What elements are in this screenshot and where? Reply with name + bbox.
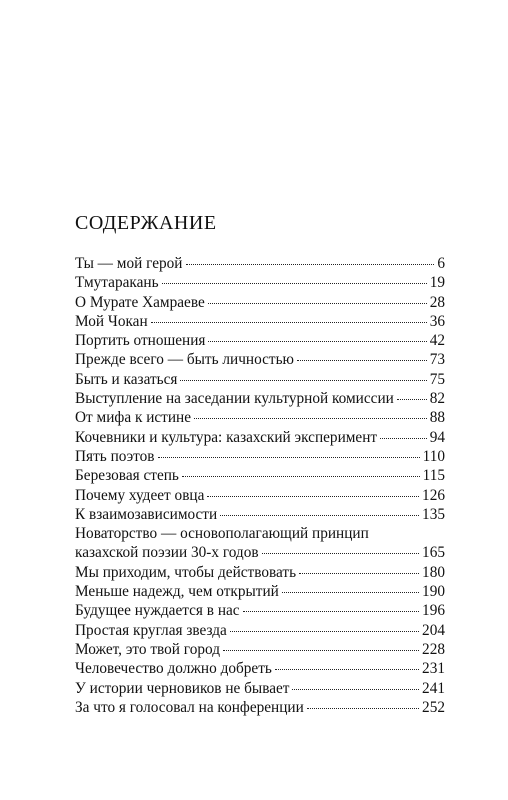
toc-entry-title: О Мурате Хамраеве: [75, 293, 205, 311]
dot-leader: [282, 592, 419, 593]
toc-entry: [75, 447, 445, 466]
toc-entry-title: За что я голосовал на конференции: [75, 698, 304, 716]
toc-entry-title: Будущее нуждается в нас: [75, 602, 240, 620]
toc-entry-title-line2: казахской поэзии 30-х годов: [75, 544, 259, 562]
toc-entry-title: Тмутаракань: [75, 274, 159, 292]
toc-entry: [75, 370, 445, 389]
toc-entry-title: Кочевники и культура: казахский эксперимент: [75, 428, 378, 446]
dot-leader: [158, 457, 420, 458]
dot-leader: [208, 303, 427, 304]
toc-entry: [75, 563, 445, 582]
toc-page-number: 110: [422, 447, 445, 465]
toc-entry-title: От мифа к истине: [75, 409, 192, 427]
toc-heading: СОДЕРЖАНИЕ: [75, 212, 217, 234]
toc-entry-title: К взаимозависимости: [75, 505, 218, 523]
dot-leader: [207, 496, 419, 497]
toc-entry: [75, 621, 445, 640]
toc-page-number: 228: [422, 640, 445, 658]
toc-entry: [75, 640, 445, 659]
toc-entry-title: Меньше надежд, чем открытий: [75, 583, 279, 601]
toc-page-number: 126: [422, 486, 445, 504]
dot-leader: [307, 708, 419, 709]
toc-entry-title: Ты — мой герой: [75, 255, 183, 272]
toc-page-number: 231: [422, 660, 445, 678]
toc-page-number: 42: [429, 332, 445, 350]
toc-entry: [75, 408, 445, 427]
dot-leader: [151, 322, 427, 323]
toc-entry: [75, 254, 445, 273]
dot-leader: [262, 553, 419, 554]
toc-page-number: 36: [429, 312, 445, 330]
dot-leader: [186, 264, 435, 265]
toc-page-number: 28: [429, 293, 445, 311]
toc-page-number: 75: [429, 370, 445, 388]
toc-page-number: 241: [422, 679, 445, 697]
toc-entry-title: Простая круглая звезда: [75, 621, 227, 639]
toc-entry-title: Быть и казаться: [75, 370, 178, 388]
toc-entry-title: У истории черновиков не бывает: [75, 679, 290, 697]
toc-entry: [75, 273, 445, 292]
toc-entry: [75, 601, 445, 620]
toc-page-number: 19: [429, 274, 445, 292]
toc-entry: [75, 659, 445, 678]
dot-leader: [297, 360, 427, 361]
dot-leader: [292, 689, 419, 690]
toc-page-number: 6: [437, 255, 445, 272]
toc-entry: [75, 466, 445, 485]
dot-leader: [243, 611, 419, 612]
toc-page-number: 180: [422, 563, 445, 581]
toc-entry: [75, 389, 445, 408]
dot-leader: [275, 669, 419, 670]
toc-entry: [75, 679, 445, 698]
toc-entry-title: Выступление на заседании культурной комиссии: [75, 390, 394, 408]
toc-entry-title: Портить отношения: [75, 332, 206, 350]
toc-entry-title: Прежде всего — быть личностью: [75, 351, 294, 369]
toc-entry: [75, 486, 445, 505]
dot-leader: [223, 650, 419, 651]
toc-page-number: 88: [429, 409, 445, 427]
dot-leader: [208, 341, 426, 342]
toc-page-number: 82: [429, 390, 445, 408]
dot-leader: [180, 380, 426, 381]
toc-entry-title: Новаторство — основополагающий принцип: [75, 525, 369, 543]
dot-leader: [380, 438, 427, 439]
toc-page-number: 252: [422, 698, 445, 716]
toc-entry-title: Человечество должно добреть: [75, 660, 272, 678]
toc-entry: [75, 698, 445, 717]
toc-entry-title: Мой Чокан: [75, 312, 148, 330]
toc-page-number: 190: [422, 583, 445, 601]
toc-page-number: 196: [422, 602, 445, 620]
toc-entry: [75, 582, 445, 601]
toc-entry-title: Почему худеет овца: [75, 486, 205, 504]
toc-entry-title: Березовая степь: [75, 467, 179, 485]
toc-entry: [75, 428, 445, 447]
toc-page-number: 204: [422, 621, 445, 639]
dot-leader: [194, 418, 427, 419]
toc-entry-title: Мы приходим, чтобы действовать: [75, 563, 297, 581]
toc-entry: [75, 524, 445, 543]
table-of-contents: [75, 254, 445, 717]
toc-page-number: 73: [429, 351, 445, 369]
toc-page-number: 165: [422, 544, 445, 562]
dot-leader: [182, 476, 420, 477]
toc-entry: [75, 350, 445, 369]
toc-entry-title: Пять поэтов: [75, 447, 155, 465]
toc-entry: [75, 331, 445, 350]
toc-entry-title: Может, это твой город: [75, 640, 220, 658]
toc-entry: [75, 312, 445, 331]
dot-leader: [230, 631, 419, 632]
toc-entry: [75, 293, 445, 312]
toc-entry: [75, 505, 445, 524]
toc-page-number: 94: [429, 428, 445, 446]
dot-leader: [299, 573, 419, 574]
dot-leader: [220, 515, 419, 516]
toc-entry-continuation: [75, 543, 445, 562]
dot-leader: [162, 283, 427, 284]
dot-leader: [397, 399, 427, 400]
toc-page-number: 115: [422, 467, 445, 485]
toc-page-number: 135: [422, 505, 445, 523]
